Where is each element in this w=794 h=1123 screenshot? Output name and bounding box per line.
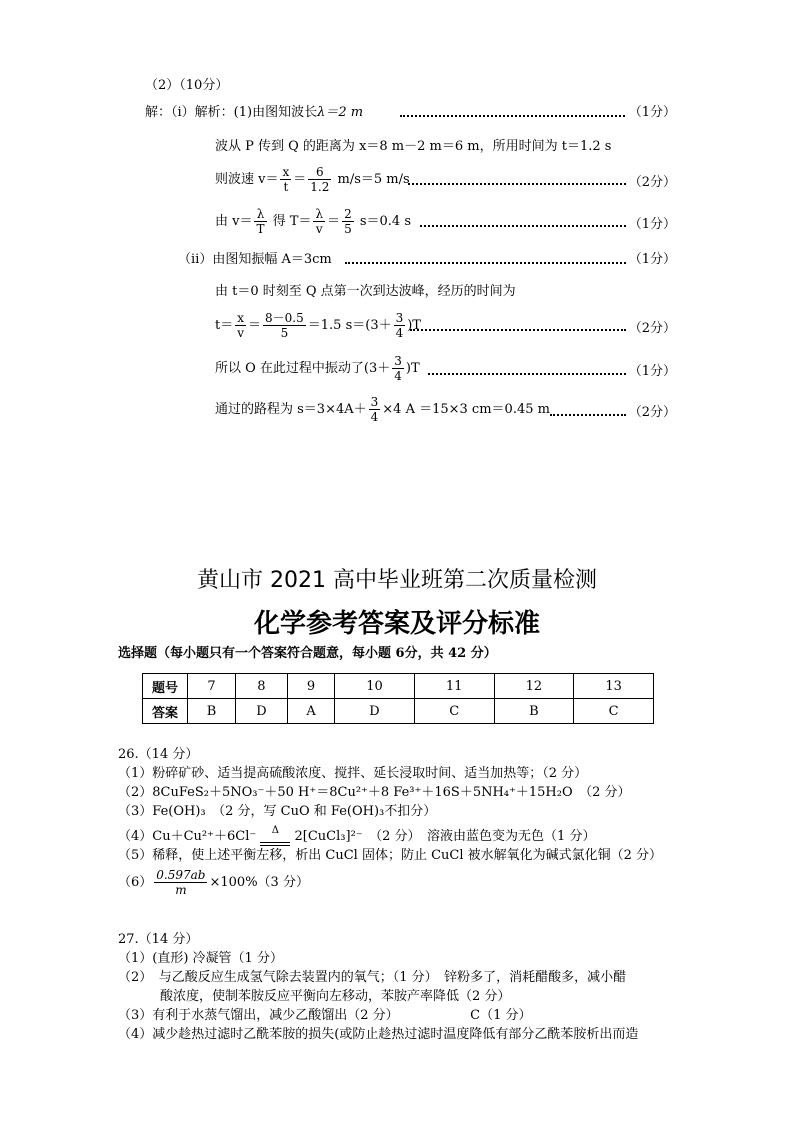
leader-dots: [408, 181, 626, 185]
q27-answer-2-cont: 酸浓度，使制苯胺反应平衡向左移动，苯胺产率降低（2 分）: [160, 989, 511, 1004]
solution-prefix: 解：（ⅰ）解析：(1)由图知波长: [145, 105, 318, 120]
fraction: [313, 207, 325, 236]
numerator: 6: [308, 165, 331, 180]
denominator: 5: [280, 326, 289, 340]
denominator: 4: [370, 410, 379, 424]
leader-dots: [550, 412, 626, 416]
leader-dots: [345, 260, 626, 264]
numerator: 3: [394, 354, 402, 368]
text: 得 T＝: [272, 214, 312, 229]
denominator: 5: [344, 222, 352, 236]
q27-answer-1: （1）(直形) 冷凝管（1 分）: [118, 951, 283, 966]
fraction: [394, 311, 406, 340]
text: 则波速 v＝: [215, 172, 279, 187]
answer-cell: C: [574, 699, 654, 724]
q26-answer-6: [118, 866, 309, 900]
text: s＝0.4 s: [359, 214, 412, 229]
score-7: （2分）: [628, 405, 676, 420]
fraction: [369, 395, 381, 424]
numerator: 0.597ab: [156, 868, 206, 882]
leader-dots: [410, 327, 626, 331]
q26-answer-1: （1）粉碎矿砂、适当提高硫酸浓度、搅拌、延长浸取时间、适当加热等；（2 分）: [118, 766, 588, 781]
reaction-arrow: [260, 825, 290, 846]
q26-answer-2: （2）8CuFeS₂＋5NO₃⁻＋50 H⁺＝8Cu²⁺＋8 Fe³⁺＋16S＋5NH₄⁺＋15H₂O （2 分）: [118, 785, 631, 800]
question-number: 7: [188, 674, 236, 699]
text: t＝: [215, 318, 234, 333]
solution-line-1: [145, 104, 363, 122]
denominator: m: [175, 883, 187, 897]
row-label: 答案: [143, 699, 188, 724]
score-2: （2分）: [628, 175, 676, 190]
text: （4）Cu＋Cu²⁺＋6Cl⁻: [118, 829, 257, 844]
q27-answer-3: （3）有利于水蒸气馏出，减少乙酸馏出（2 分） C（1 分）: [118, 1008, 532, 1023]
text: )T: [405, 361, 420, 376]
leader-dots: [420, 223, 626, 227]
numerator: λ: [315, 207, 324, 221]
denominator: t: [283, 180, 289, 194]
score-1: （1分）: [628, 105, 676, 120]
question-number: 10: [335, 674, 415, 699]
text: ＝: [248, 318, 262, 333]
period-line: [215, 207, 411, 237]
q26-heading: 26.（14 分）: [118, 747, 199, 762]
text: ×4 A ＝15×3 cm＝0.45 m: [382, 402, 550, 417]
fraction: [263, 311, 306, 340]
answer-row: [143, 699, 654, 724]
fraction: [154, 868, 207, 897]
fraction: [342, 207, 354, 236]
fraction: [280, 165, 291, 194]
numerator: 8－0.5: [265, 311, 304, 325]
part-heading: （2）（10分）: [145, 78, 229, 93]
text: 所以 O 在此过程中振动了(3＋: [215, 361, 391, 376]
vibration-line: [215, 354, 420, 384]
denominator: 1.2: [310, 180, 330, 194]
score-6: （1分）: [628, 364, 676, 379]
score-5: （2分）: [628, 321, 676, 336]
text: 2[CuCl₃]²⁻ （2 分） 溶液由蓝色变为无色（1 分）: [294, 829, 596, 844]
text: m/s＝5 m/s: [337, 172, 410, 187]
text: ＝1.5 s＝(3＋: [307, 318, 392, 333]
wave-speed-line: [215, 165, 410, 195]
denominator: 4: [395, 326, 404, 340]
answer-cell: D: [335, 699, 415, 724]
question-number-row: [143, 674, 654, 699]
question-number: 12: [494, 674, 574, 699]
time-calc-line: [215, 311, 421, 341]
answer-cell: A: [287, 699, 334, 724]
fraction: [308, 165, 331, 194]
numerator: x: [237, 311, 245, 325]
question-number: 13: [574, 674, 654, 699]
question-number: 9: [287, 674, 334, 699]
q27-answer-4: （4）减少趁热过滤时乙酰苯胺的损失(或防止趁热过滤时温度降低有部分乙酰苯胺析出而造: [118, 1027, 639, 1042]
q26-answer-3: （3）Fe(OH)₃ （2 分，写 CuO 和 Fe(OH)₃不扣分）: [118, 804, 437, 819]
text: ×100%（3 分）: [209, 875, 309, 890]
fraction: [235, 311, 246, 340]
solution-line-2: 波从 P 传到 Q 的距离为 x＝8 m－2 m＝6 m，所用时间为 t＝1.2 s: [215, 139, 612, 154]
leader-dots: [428, 371, 626, 375]
fraction: [254, 207, 266, 236]
text: )T: [407, 318, 421, 333]
text: （6）: [118, 875, 153, 890]
amplitude-line: （ⅱ）由图知振幅 A＝3cm: [178, 252, 332, 267]
heat-condition: Δ: [271, 825, 279, 836]
answer-key-title: 化学参考答案及评分标准: [253, 609, 540, 639]
denominator: v: [315, 222, 323, 236]
row-label: 题号: [143, 674, 188, 699]
q27-answer-2: （2） 与乙酸反应生成氢气除去装置内的氧气；（1 分） 锌粉多了，消耗醋酸多，减小醋: [118, 970, 627, 985]
question-number: 8: [235, 674, 287, 699]
question-number: 11: [414, 674, 494, 699]
mcq-header: 选择题（每小题只有一个答案符合题意，每小题 6分，共 42 分）: [118, 646, 497, 661]
equals-sign: [260, 842, 290, 846]
numerator: 2: [344, 207, 352, 221]
q26-answer-5: （5）稀释，使上述平衡左移，析出 CuCl 固体；防止 CuCl 被水解氧化为碱式氯化铜（2 分）: [118, 848, 663, 863]
text: ＝: [293, 172, 307, 187]
q27-heading: 27.（14 分）: [118, 932, 199, 947]
path-length-line: [215, 395, 550, 425]
denominator: v: [237, 326, 245, 340]
answer-cell: D: [235, 699, 287, 724]
denominator: T: [256, 222, 265, 236]
numerator: λ: [254, 207, 266, 222]
numerator: 3: [370, 395, 379, 409]
score-4: （1分）: [628, 252, 676, 267]
text: 通过的路程为 s＝3×4A＋: [215, 402, 367, 417]
denominator: 4: [394, 369, 402, 383]
text: ＝: [327, 214, 341, 229]
exam-title: 黄山市 2021 高中毕业班第二次质量检测: [197, 568, 597, 593]
score-3: （1分）: [628, 217, 676, 232]
leader-dots: [400, 113, 625, 117]
q26-answer-4: [118, 825, 596, 846]
text: 由 v＝: [215, 214, 253, 229]
answer-cell: B: [494, 699, 574, 724]
numerator: 3: [395, 311, 404, 325]
time-intro-line: 由 t＝0 时刻至 Q 点第一次到达波峰，经历的时间为: [215, 284, 516, 299]
answer-cell: C: [414, 699, 494, 724]
answer-cell: B: [188, 699, 236, 724]
answer-table: [142, 673, 654, 724]
numerator: x: [282, 165, 290, 179]
wavelength-expr: λ＝2 m: [317, 105, 364, 120]
fraction: [392, 354, 404, 383]
